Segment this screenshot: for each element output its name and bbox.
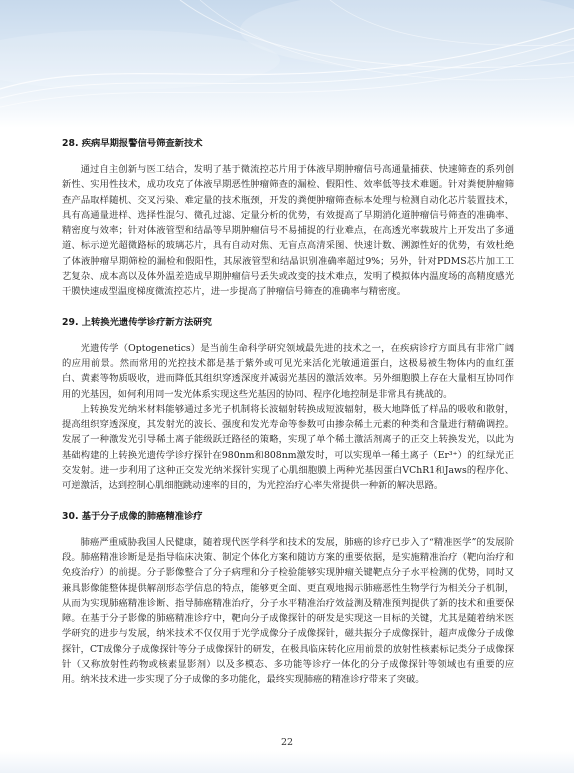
- section-28: [62, 137, 514, 300]
- section-paragraph: 上转换发光纳米材料能够通过多光子机制将长波辐射转换成短波辐射，极大地降低了样品的吸收和散射，提高组织穿透深度，其发射光的波长、强度和发光寿命等参数可由掺杂稀土元素的种类和含量进行精确调控。发展了一种激发光引导稀土离子能级跃迁路径的策略，实现了单个稀土激活剂离子的正交上转换发光，以此为基础构建的上转换光遗传学诊疗探针在980nm和808nm激发时，可以实现单一稀土离子（Er³⁺）的红绿光正交发射。进一步利用了这种正交发光纳米探针实现了心肌细胞膜上两种光基因蛋白VChR1和Jaws的程序化、可逆激活，达到控制心肌细胞跳动速率的目的，为光控治疗心率失常提供一种新的解决思路。: [62, 403, 514, 492]
- section-heading: 28. 疾病早期报警信号筛查新技术: [62, 138, 203, 149]
- section-heading: 29. 上转换光遗传学诊疗新方法研究: [62, 316, 212, 328]
- section-30: [62, 510, 514, 688]
- section-paragraph: 光遗传学（Optogenetics）是当前生命科学研究领域最先进的技术之一，在疾病诊疗方面具有非常广阔的应用前景。然而常用的光控技术都是基于紫外或可见光来活化光敏通道蛋白，这极易被生物体内的血红蛋白、黄素等物质吸收，进而降低其组织穿透深度并减弱光基因的激活效率。另外细胞膜上存在大量相互协同作用的光基因，如何利用同一发光体系实现这些光基因的协同、程序化地控制是非常具有挑战的。: [62, 342, 514, 400]
- header-banner: [0, 0, 574, 128]
- article-body: [62, 137, 514, 704]
- page-number: 22: [280, 737, 294, 748]
- footer-band: [0, 751, 574, 773]
- section-29: [62, 316, 514, 494]
- section-heading: 30. 基于分子成像的肺癌精准诊疗: [62, 510, 203, 522]
- section-paragraph: 通过自主创新与医工结合，发明了基于微流控芯片用于体液早期肿瘤信号高通量捕获、快速筛查的系列创新性、实用性技术，成功攻克了体液早期恶性肿瘤筛查的漏检、假阳性、效率低等技术难题。针对粪便肿瘤筛查产品取样随机、交叉污染、难定量的技术瓶颈，开发的粪便肿瘤筛查标本处理与检测自动化芯片装置技术，具有高通量进样、选择性混匀、微孔过滤、定量分析的优势，有效提高了早期消化道肿瘤信号筛查的准确率、精密度与效率；针对体液管型和结晶等早期肿瘤信号不易捕捉的行业难点，在高透光率载玻片上开发出了多通道、标示逆光超微路标的玻璃芯片，具有自动对焦、无盲点高清采图、快速计数、溯源性好的优势，有效杜绝了体液肿瘤早期筛检的漏检和假阳性，其尿液管型和结晶识别准确率超过9%；另外，针对PDMS芯片加工工艺复杂、成本高以及体外温差造成早期肿瘤信号丢失或改变的技术难点，发明了模拟体内温度场的高精度感光干膜快速成型温度梯度微流控芯片，进一步提高了肿瘤信号筛查的准确率与精密度。: [62, 164, 514, 298]
- banner-waves: [0, 0, 574, 128]
- section-paragraph: 肺癌严重威胁我国人民健康，随着现代医学科学和技术的发展，肺癌的诊疗已步入了“精准医学”的发展阶段。肺癌精准诊断是是指导临床决策、制定个体化方案和随访方案的重要依据，是实施精准治疗（靶向治疗和免疫治疗）的前提。分子影像整合了分子病理和分子检验能够实现肿瘤关键靶点分子水平检测的优势，同时又兼具影像能整体提供解剖形态学信息的特点，能够更全面、更直观地揭示肺癌恶性生物学行为相关分子机制，从而为实现肺癌精准诊断、指导肺癌精准治疗，分子水平精准治疗效益测及精准预判提供了新的技术和重要保障。在基于分子影像的肺癌精准诊疗中，靶向分子成像探针的研发是实现这一目标的关键，尤其是随着纳米医学研究的进步与发展，纳米技术不仅仅用于光学成像分子成像探针，磁共振分子成像探针，超声成像分子成像探针，CT成像分子成像探针等分子成像探针的研发，在极具临床转化应用前景的放射性核素标记类分子成像探针（又称放射性药物或核素显影剂）以及多模态、多功能等诊疗一体化的分子成像探针等领域也有重要的应用。纳米技术进一步实现了分子成像的多功能化，最终实现肺癌的精准诊疗带来了突破。: [62, 536, 514, 686]
